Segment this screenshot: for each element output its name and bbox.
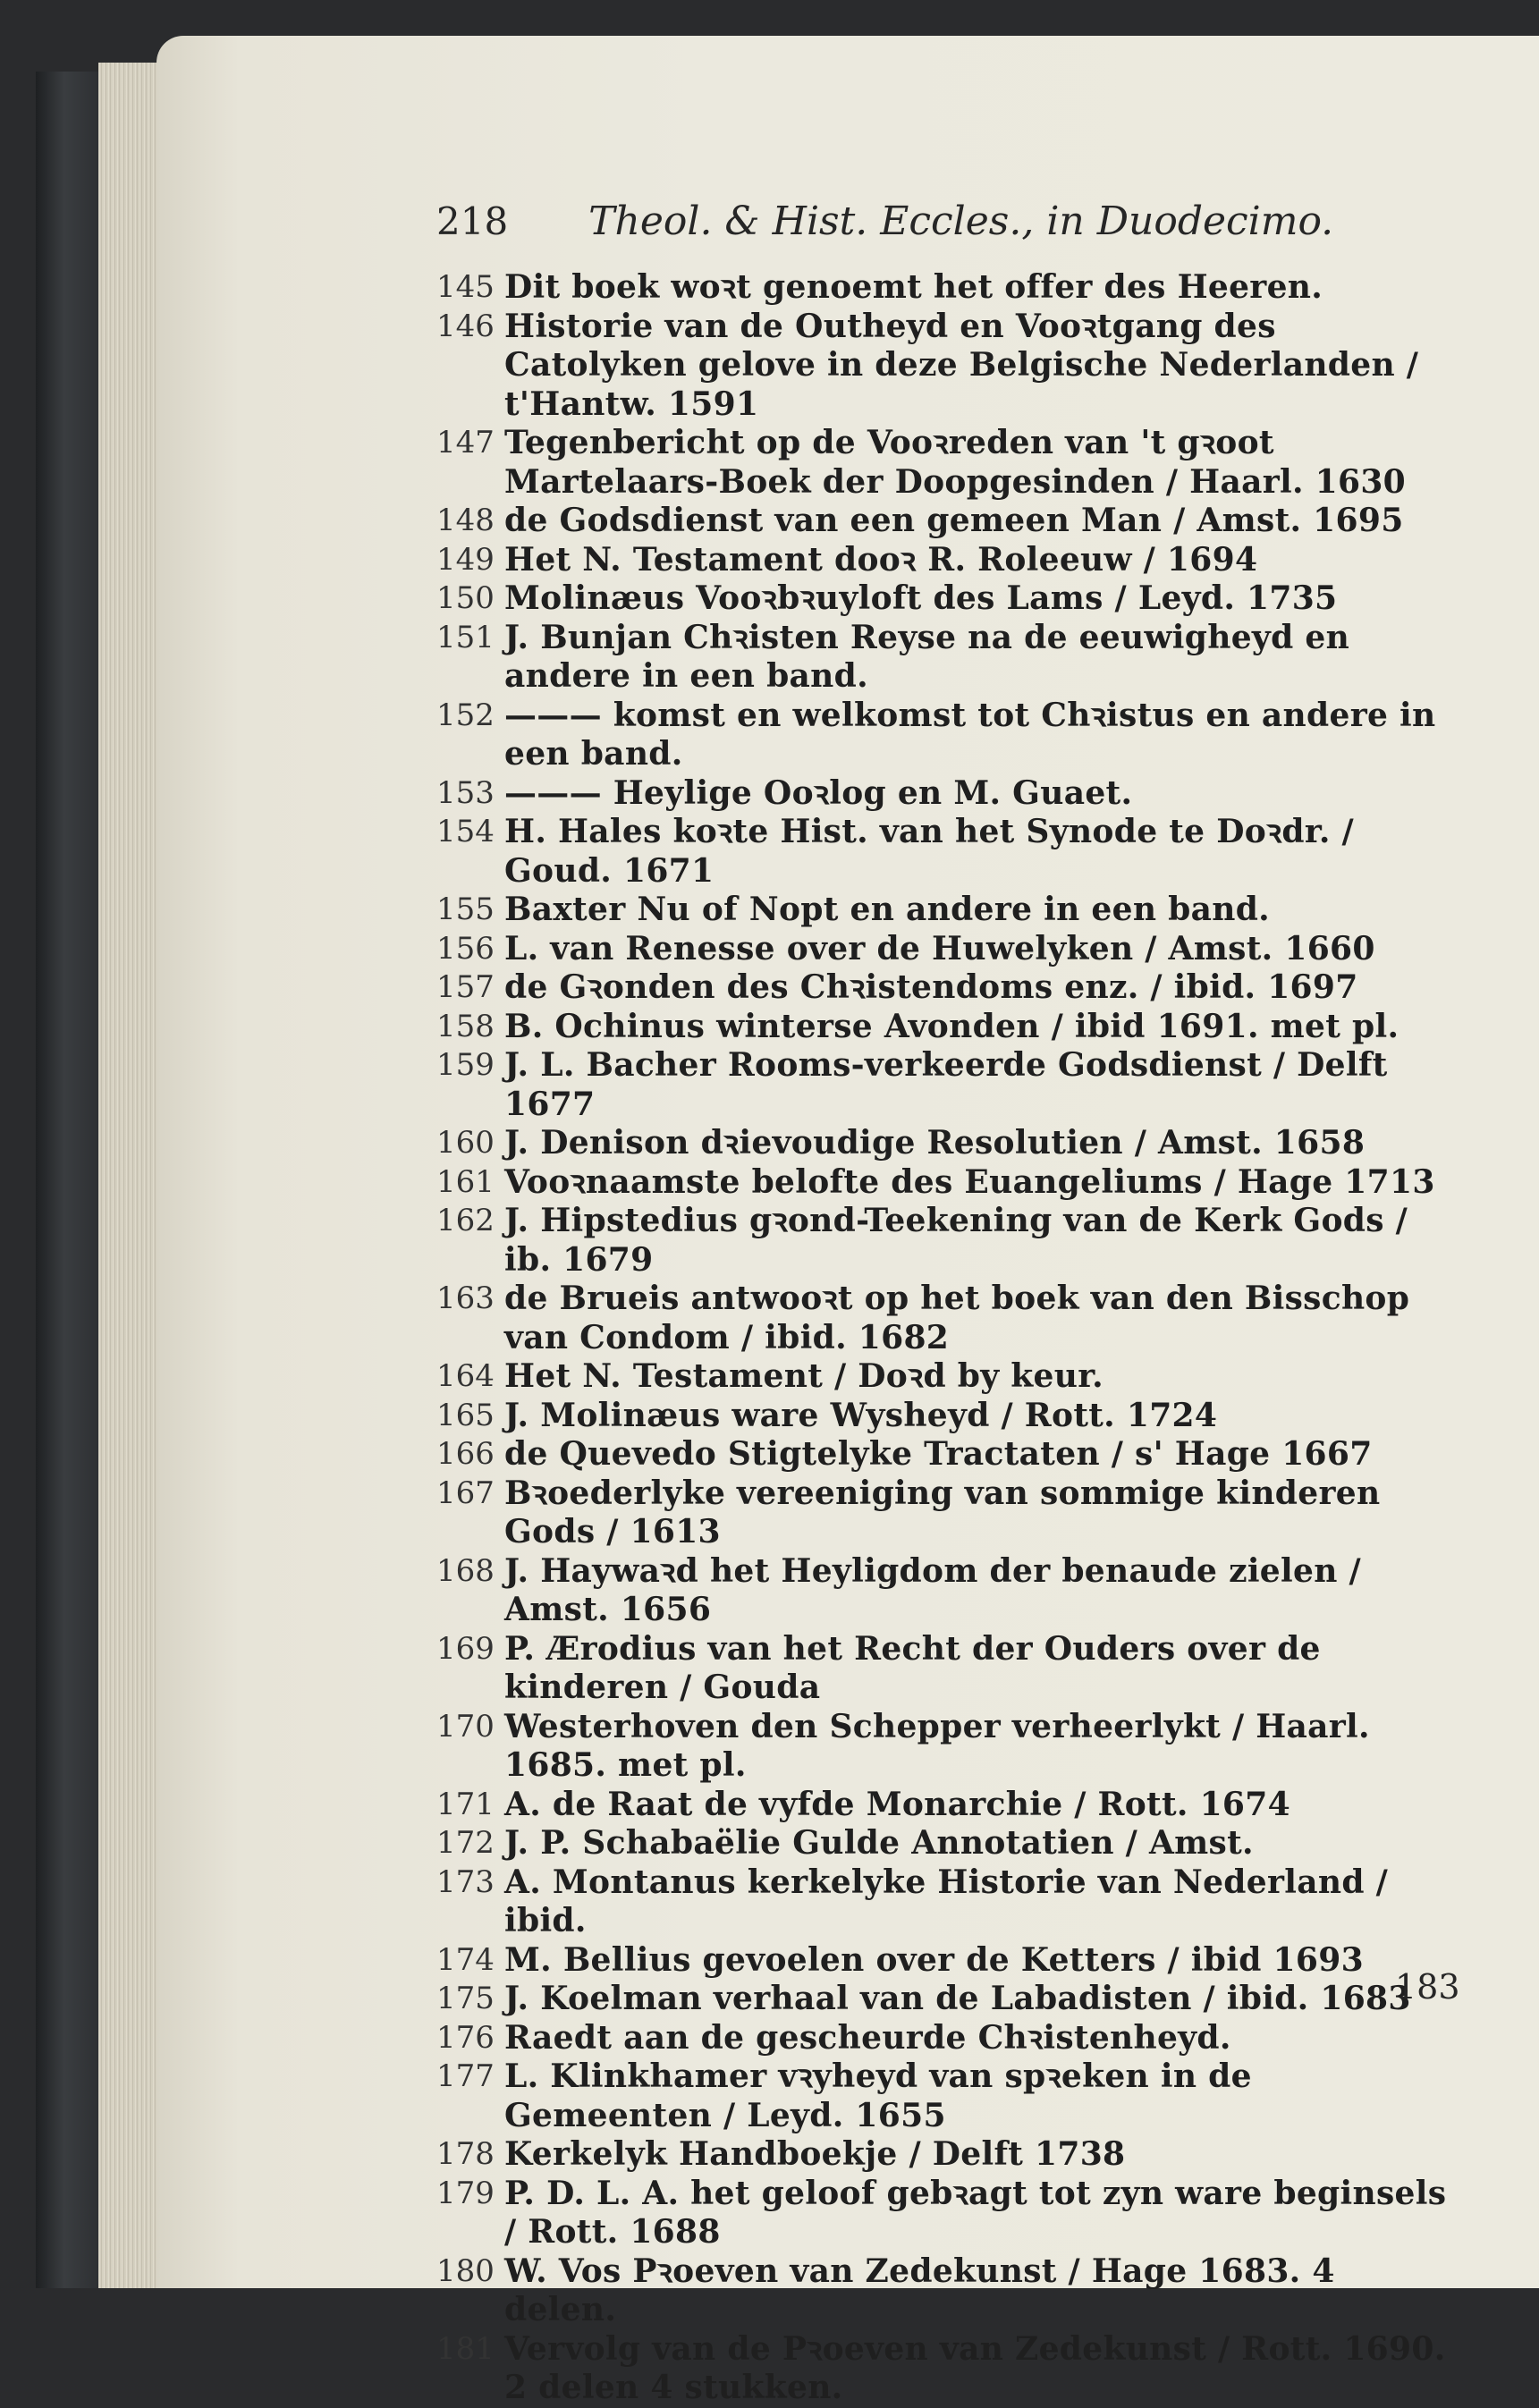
entry-text: de Godsdienst van een gemeen Man / Amst. 1695 — [504, 502, 1404, 539]
entry-text: Het N. Testament dooꝛ R. Roleeuw / 1694 — [504, 540, 1258, 579]
entry-number: 147 — [436, 425, 495, 460]
list-item — [436, 502, 1447, 541]
entry-text: P. D. L. A. het geloof gebꝛagt tot zyn ware beginsels / Rott. 1688 — [504, 2174, 1447, 2251]
entry-number: 148 — [436, 503, 495, 538]
list-item — [436, 891, 1447, 930]
entry-text: Bꝛoederlyke vereeniging van sommige kinderen Gods / 1613 — [504, 1474, 1381, 1550]
entry-number: 166 — [436, 1436, 495, 1472]
entry-number: 155 — [436, 891, 495, 927]
entry-text: Het N. Testament / Doꝛd by keur. — [504, 1357, 1104, 1395]
list-item — [436, 1824, 1447, 1863]
list-item — [436, 1474, 1447, 1552]
list-item — [436, 2330, 1447, 2408]
list-item — [436, 930, 1447, 969]
entry-text: de Quevedo Stigtelyke Tractaten / s' Hage 1667 — [504, 1435, 1373, 1473]
entry-number: 172 — [436, 1825, 495, 1861]
list-item — [436, 541, 1447, 580]
entry-number: 181 — [436, 2330, 495, 2367]
list-item — [436, 1046, 1447, 1124]
entry-text: Tegenbericht op de Vooꝛreden van 't gꝛoot Martelaars-Boek der Doopgesinden / Haarl. 1630 — [504, 424, 1407, 501]
list-item — [436, 1980, 1447, 2019]
entry-text: J. Denison dꝛievoudige Resolutien / Amst. 1658 — [504, 1124, 1366, 1162]
list-item — [436, 1435, 1447, 1474]
entry-text: J. Haywaꝛd het Heyligdom der benaude zielen / Amst. 1656 — [504, 1551, 1361, 1628]
entry-text: de Gꝛonden des Chꝛistendoms enz. / ibid. 1697 — [504, 968, 1358, 1006]
entry-text: Dit boek woꝛt genoemt het offer des Heeren. — [504, 268, 1323, 306]
list-item — [436, 2175, 1447, 2252]
entry-number: 158 — [436, 1008, 495, 1044]
entry-number: 159 — [436, 1047, 495, 1083]
entry-text: de Brueis antwooꝛt op het boek van den Bisschop van Condom / ibid. 1682 — [504, 1280, 1410, 1356]
catchword: 183 — [1395, 1967, 1460, 2007]
entry-number: 168 — [436, 1552, 495, 1589]
entry-number: 154 — [436, 814, 495, 849]
entry-text: Westerhoven den Schepper verheerlykt / Haarl. 1685. met pl. — [504, 1707, 1370, 1784]
entry-number: 151 — [436, 619, 495, 655]
list-item — [436, 268, 1447, 308]
entry-number: 178 — [436, 2136, 495, 2172]
entry-number: 167 — [436, 1474, 495, 1511]
entry-number: 157 — [436, 969, 495, 1005]
list-item — [436, 968, 1447, 1008]
entry-list — [436, 268, 1447, 2408]
list-item — [436, 1357, 1447, 1397]
entry-number: 162 — [436, 1203, 495, 1238]
list-item — [436, 1202, 1447, 1280]
list-item — [436, 619, 1447, 697]
entry-text: ——— Heylige Ooꝛlog en M. Guaet. — [504, 773, 1133, 812]
entry-text: W. Vos Pꝛoeven van Zedekunst / Hage 1683. 4 delen. — [504, 2252, 1335, 2328]
entry-number: 149 — [436, 541, 495, 578]
entry-text: Baxter Nu of Nopt en andere in een band. — [504, 891, 1271, 928]
list-item — [436, 1552, 1447, 1630]
entry-number: 173 — [436, 1863, 495, 1900]
entry-text: B. Ochinus winterse Avonden / ibid 1691. met pl. — [504, 1007, 1399, 1045]
entry-text: ——— komst en welkomst tot Chꝛistus en andere in een band. — [504, 696, 1436, 773]
page-header — [436, 199, 1447, 261]
list-item — [436, 1008, 1447, 1047]
entry-text: A. Montanus kerkelyke Historie van Nederland / ibid. — [504, 1863, 1389, 1939]
entry-text: P. Ærodius van het Recht der Ouders over de kinderen / Gouda — [504, 1629, 1321, 1706]
entry-text: J. Bunjan Chꝛisten Reyse na de eeuwigheyd en andere in een band. — [504, 618, 1350, 695]
list-item — [436, 1941, 1447, 1981]
entry-number: 156 — [436, 930, 495, 967]
list-item — [436, 1708, 1447, 1786]
entry-text: Raedt aan de gescheurde Chꝛistenheyd. — [504, 2018, 1231, 2057]
running-title: Theol. & Hist. Eccles., in Duodecimo. — [588, 199, 1334, 244]
list-item — [436, 2252, 1447, 2330]
entry-text: J. Koelman verhaal van de Labadisten / ibid. 1683 — [504, 1980, 1411, 2017]
entry-number: 150 — [436, 580, 495, 616]
page-edges — [98, 63, 161, 2288]
entry-number: 171 — [436, 1786, 495, 1822]
entry-text: M. Bellius gevoelen over de Ketters / ibid 1693 — [504, 1940, 1364, 1979]
list-item — [436, 2019, 1447, 2058]
entry-number: 175 — [436, 1981, 495, 2016]
entry-number: 161 — [436, 1163, 495, 1200]
entry-text: L. Klinkhamer vꝛyheyd van spꝛeken in de Gemeenten / Leyd. 1655 — [504, 2057, 1252, 2134]
entry-text: L. van Renesse over de Huwelyken / Amst. 1660 — [504, 929, 1375, 967]
list-item — [436, 813, 1447, 891]
book-binding — [36, 72, 107, 2288]
entry-number: 163 — [436, 1280, 495, 1316]
list-item — [436, 424, 1447, 502]
entry-number: 152 — [436, 697, 495, 733]
entry-number: 177 — [436, 2058, 495, 2094]
entry-number: 160 — [436, 1125, 495, 1161]
entry-text: A. de Raat de vyfde Monarchie / Rott. 1674 — [504, 1785, 1290, 1823]
entry-number: 146 — [436, 308, 495, 344]
entry-text: Kerkelyk Handboekje / Delft 1738 — [504, 2135, 1126, 2173]
list-item — [436, 1786, 1447, 1825]
list-item — [436, 1863, 1447, 1941]
entry-text: J. L. Bacher Rooms-verkeerde Godsdienst / Delft 1677 — [504, 1046, 1388, 1123]
entry-number: 165 — [436, 1397, 495, 1433]
entry-text: J. Molinæus ware Wysheyd / Rott. 1724 — [504, 1396, 1218, 1434]
entry-number: 174 — [436, 1941, 495, 1978]
entry-text: Vervolg van de Pꝛoeven van Zedekunst / Rott. 1690. 2 delen 4 stukken. — [504, 2329, 1446, 2406]
entry-text: Vooꝛnaamste belofte des Euangeliums / Hage 1713 — [504, 1162, 1435, 1201]
entry-number: 180 — [436, 2252, 495, 2289]
list-item — [436, 1124, 1447, 1163]
entry-text: Molinæus Vooꝛbꝛuyloft des Lams / Leyd. 1735 — [504, 579, 1338, 617]
entry-number: 153 — [436, 774, 495, 811]
list-item — [436, 774, 1447, 814]
list-item — [436, 2135, 1447, 2175]
page-number: 218 — [436, 199, 509, 243]
list-item — [436, 308, 1447, 425]
entry-number: 145 — [436, 269, 495, 305]
list-item — [436, 2057, 1447, 2135]
list-item — [436, 579, 1447, 619]
list-item — [436, 1163, 1447, 1203]
entry-number: 176 — [436, 2019, 495, 2056]
list-item — [436, 1630, 1447, 1708]
entry-text: H. Hales koꝛte Hist. van het Synode te Doꝛdr. / Goud. 1671 — [504, 813, 1354, 890]
list-item — [436, 697, 1447, 774]
entry-number: 179 — [436, 2175, 495, 2211]
entry-text: Historie van de Outheyd en Vooꝛtgang des Catolyken gelove in deze Belgische Nederlanden / t'Hantw. 1591 — [504, 307, 1419, 423]
entry-number: 170 — [436, 1708, 495, 1745]
list-item — [436, 1280, 1447, 1357]
entry-number: 169 — [436, 1630, 495, 1667]
list-item — [436, 1397, 1447, 1436]
entry-number: 164 — [436, 1358, 495, 1394]
entry-text: J. Hipstedius gꝛond-Teekening van de Kerk Gods / ib. 1679 — [504, 1202, 1408, 1279]
entry-text: J. P. Schabaëlie Gulde Annotatien / Amst. — [504, 1824, 1254, 1862]
